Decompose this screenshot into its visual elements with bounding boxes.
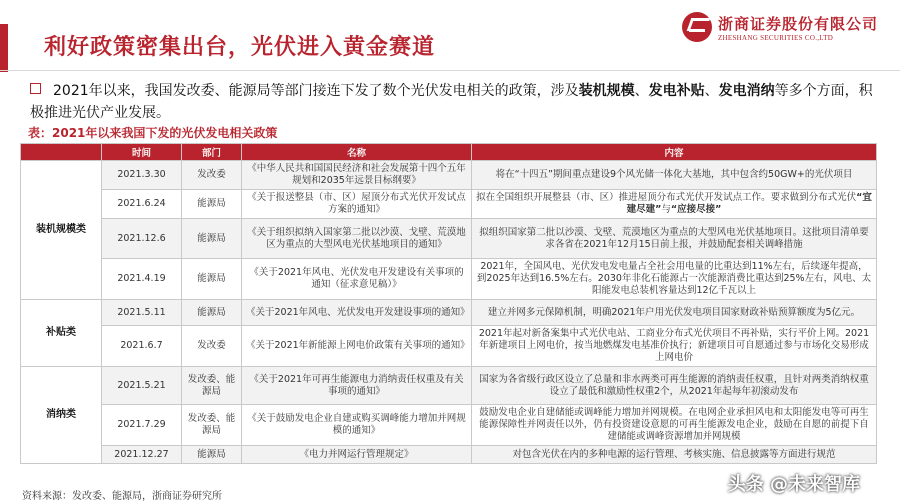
row-content: 2021年，全国风电、光伏发电发电量占全社会用电量的比重达到11%左右，后续逐年提高，到2025年达到16.5%左右。2030年非化石能源占一次能源消费比重达到25%左右，风电、太阳能发电总装机容量达到12亿千瓦以上 <box>472 259 877 300</box>
row-policy-name: 《关于报送整县（市、区）屋顶分布式光伏开发试点方案的通知》 <box>242 190 472 219</box>
table-row <box>21 300 877 326</box>
row-date: 2021.12.27 <box>102 446 182 464</box>
row-date: 2021.7.29 <box>102 405 182 446</box>
row-department: 发改委、能源局 <box>182 405 242 446</box>
row-department: 能源局 <box>182 190 242 219</box>
row-date: 2021.3.30 <box>102 161 182 190</box>
row-department: 能源局 <box>182 219 242 259</box>
table-row <box>21 446 877 464</box>
row-policy-name: 《电力并网运行管理规定》 <box>242 446 472 464</box>
row-policy-name: 《关于2021年新能源上网电价政策有关事项的通知》 <box>242 326 472 367</box>
header-date: 时间 <box>102 144 182 161</box>
row-policy-name: 《关于2021年可再生能源电力消纳责任权重及有关事项的通知》 <box>242 367 472 405</box>
table-header-row <box>21 144 877 161</box>
row-date: 2021.5.11 <box>102 300 182 326</box>
company-logo <box>682 12 878 42</box>
row-content: 拟在全国组织开展整县（市、区）推进屋顶分布式光伏开发试点工作。要求做到分布式光伏“宜建尽建”与“应接尽接” <box>472 190 877 219</box>
row-content: 拟组织国家第二批以沙漠、戈壁、荒漠地区为重点的大型风电光伏基地项目。这批项目清单要求各省在2021年12月15日前上报，并鼓励配套相关调峰措施 <box>472 219 877 259</box>
table-row <box>21 405 877 446</box>
intro-paragraph: 2021年以来，我国发改委、能源局等部门接连下发了数个光伏发电相关的政策，涉及装机规模、发电补贴、发电消纳等多个方面，积极推进光伏产业发展。 <box>30 83 873 121</box>
category-capacity: 装机规模类 <box>21 161 102 300</box>
row-content: 鼓励发电企业自建储能或调峰能力增加并网规模。在电网企业承担风电和太阳能发电等可再生能源保障性并网责任以外，仍有投资建设意愿的可再生能源发电企业，鼓励在自愿的前提下自建储能或调峰资源增加并网规模 <box>472 405 877 446</box>
row-department: 发改委、能源局 <box>182 367 242 405</box>
table-row <box>21 367 877 405</box>
header-category <box>21 144 102 161</box>
table-row <box>21 326 877 367</box>
row-policy-name: 《关于组织拟纳入国家第二批以沙漠、戈壁、荒漠地区为重点的大型风电光伏基地项目的通知》 <box>242 219 472 259</box>
row-content: 建立并网多元保障机制，明确2021年户用光伏发电项目国家财政补贴预算额度为5亿元。 <box>472 300 877 326</box>
row-policy-name: 《关于2021年风电、光伏发电开发建设有关事项的通知（征求意见稿）》 <box>242 259 472 300</box>
watermark: 头条 @未来智库 <box>727 474 860 495</box>
row-department: 发改委 <box>182 161 242 190</box>
logo-name-en: ZHESHANG SECURITIES CO.,LTD <box>717 33 834 42</box>
category-subsidy: 补贴类 <box>21 300 102 367</box>
table-caption: 表：2021年以来我国下发的光伏发电相关政策 <box>28 126 278 140</box>
source-note: 资料来源：发改委、能源局，浙商证券研究所 <box>22 491 222 502</box>
header-divider <box>0 70 900 71</box>
row-department: 能源局 <box>182 259 242 300</box>
header-name: 名称 <box>242 144 472 161</box>
row-date: 2021.5.21 <box>102 367 182 405</box>
row-policy-name: 《关于2021年风电、光伏发电开发建设事项的通知》 <box>242 300 472 326</box>
header-department: 部门 <box>182 144 242 161</box>
title-accent-bar <box>0 24 8 72</box>
square-bullet-icon <box>30 83 41 94</box>
row-date: 2021.4.19 <box>102 259 182 300</box>
row-content: 对包含光伏在内的多种电源的运行管理、考核实施、信息披露等方面进行规范 <box>472 446 877 464</box>
table-row <box>21 219 877 259</box>
row-policy-name: 《关于鼓励发电企业自建或购买调峰能力增加并网规模的通知》 <box>242 405 472 446</box>
row-policy-name: 《中华人民共和国国民经济和社会发展第十四个五年规划和2035年远景目标纲要》 <box>242 161 472 190</box>
row-content: 将在“十四五”期间重点建设9个风光储一体化大基地，其中包含约50GW+的光伏项目 <box>472 161 877 190</box>
policy-table <box>20 143 877 464</box>
table-row <box>21 259 877 300</box>
row-department: 能源局 <box>182 300 242 326</box>
logo-name-cn: 浙商证券股份有限公司 <box>717 14 878 33</box>
row-date: 2021.6.24 <box>102 190 182 219</box>
row-date: 2021.6.7 <box>102 326 182 367</box>
row-content: 2021年起对新备案集中式光伏电站、工商业分布式光伏项目不再补贴，实行平价上网。2021年新建项目上网电价，按当地燃煤发电基准价执行；新建项目可自愿通过参与市场化交易形成上网电价 <box>472 326 877 367</box>
row-date: 2021.12.6 <box>102 219 182 259</box>
header-content: 内容 <box>472 144 877 161</box>
row-department: 发改委 <box>182 326 242 367</box>
table-row <box>21 190 877 219</box>
row-content: 国家为各省级行政区设立了总量和非水两类可再生能源的消纳责任权重，且针对两类消纳权重设立了最低和激励性权重2个，从2021年起每年初滚动发布 <box>472 367 877 405</box>
table-row <box>21 161 877 190</box>
category-consumption: 消纳类 <box>21 367 102 464</box>
row-department: 能源局 <box>182 446 242 464</box>
zheshang-logo-icon <box>682 12 712 42</box>
page-title: 利好政策密集出台，光伏进入黄金赛道 <box>44 35 436 60</box>
